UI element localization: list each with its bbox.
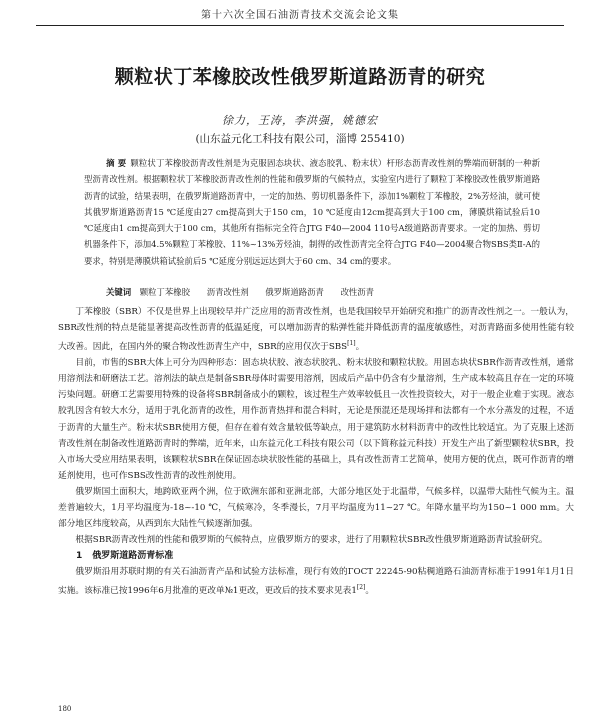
paragraph-text: 俄罗斯沿用苏联时期的有关石油沥青产品和试验方法标准，现行有效的ГОСТ 22245-90粘稠道路石油沥青标准于1991年1月1日实施。该标准已按1996年6月批准的更改单№1更改，更改后的技术要求见表1 xyxy=(58,567,574,597)
keywords-label: 关键词 xyxy=(106,287,132,297)
keyword: 俄罗斯道路沥青 xyxy=(265,287,324,297)
abstract-label: 摘 要 xyxy=(106,158,127,168)
running-head: 第十六次全国石油沥青技术交流会论文集 xyxy=(36,6,564,26)
keyword: 沥青改性剂 xyxy=(206,287,249,297)
keywords xyxy=(84,285,540,299)
section-number: 1 xyxy=(76,551,83,562)
paragraph: 目前，市售的SBR大体上可分为四种形态：固态块状胶、液态状胶乳、粉末状胶和颗粒状胶。用固态块状SBR作沥青改性剂，通常用溶剂法和研磨法工艺。溶剂法的缺点是制备SBR母体时需要用溶剂，因成后产品中仍含有少量溶剂，生产成本较高且存在一定的环境污染问题。研磨工艺需要用特殊的设备将SBR制备成小的颗粒，该过程生产效率较低且一次性投资较大，对于一般企业难于实现。液态胶乳因含有较大水分，适用于乳化沥青的改性，用作沥青热拌和混合料时，无论是预混还是现场拌和法都有一个水分蒸发的过程，不适于沥青的大量生产。粉末状SBR使用方便，但存在着有效含量较低等缺点，用于建筑防水材料沥青中的改性比较适宜。为了克服上述沥青改性剂在制备改性道路沥青时的弊端，近年来，山东益元化工科技有限公司（以下简称益元科技）开发生产出了新型颗粒状SBR，投入市场大受应用结果表明，该颗粒状SBR在保证固态块状胶性能的基础上，具有改性沥青工艺简单，使用方便的优点，既可作沥青的增延剂使用，也可作SBS改性沥青的改性剂使用。 xyxy=(58,358,574,481)
paper-title: 颗粒状丁苯橡胶改性俄罗斯道路沥青的研究 xyxy=(114,66,486,88)
paragraph-text: 丁苯橡胶（SBR）不仅是世界上出现较早并广泛应用的沥青改性剂，也是我国较早开始研究和推广的沥青改性剂之一。一般认为，SBR改性剂的特点是能显著提高改性沥青的低温延度，可以增加沥青的粘弹性能并降低沥青的温度敏感性，对沥青路面多使用性能有较大改善。因此，在国内外的聚合物改性沥青生产中，SBR的应用仅次于SBS xyxy=(58,307,574,353)
abstract xyxy=(84,155,540,269)
abstract-text: 颗粒状丁苯橡胶沥青改性剂是为克服固态块状、液态胶乳、粉末状）杆形态沥青改性剂的弊端而研制的一种新型沥青改性剂。根据颗粒状丁苯橡胶沥青改性剂的性能和俄罗斯的气候特点，实验室内进行了颗粒丁苯橡胶改性俄罗斯道路沥青的试验，结果表明，在俄罗斯道路沥青中，一定的加热、剪切机器条件下，添加1%颗粒丁苯橡胶，2%芳烃油，就可使其俄罗斯道路沥青15 ℃延度由27 cm提高到大于150 cm，10 ℃延度由12cm提高到大于100 cm，薄膜烘箱试验后10 ℃延度由1 cm提高到大于100 cm，其他所有指标完全符合JTG F40—2004 110号A级道路沥青要求。一定的加热、剪切机器条件下，添加4.5%颗粒丁苯橡胶、11%~13%芳烃油，制得的改性沥青完全符合JTG F40—2004聚合物SBS类Ⅱ-A的要求，特别是薄膜烘箱试验前后5 ℃延度分别远远达到大于60 cm、34 cm的要求。 xyxy=(84,158,540,266)
paragraph: 根据SBR沥青改性剂的性能和俄罗斯的气候特点，应俄罗斯方的要求，进行了用颗粒状SBR改性俄罗斯道路沥青试验研究。 xyxy=(75,535,548,546)
paragraph-end: 。 xyxy=(365,586,375,597)
citation: [1] xyxy=(347,340,356,348)
page-number: 180 xyxy=(58,705,72,713)
citation: [2] xyxy=(356,584,366,592)
keyword: 颗粒丁苯橡胶 xyxy=(139,287,191,297)
paragraph xyxy=(58,304,574,355)
paper-authors: 徐力，王涛，李洪强，姚德宏 xyxy=(222,114,378,127)
keyword: 改性沥青 xyxy=(340,287,375,297)
paragraph: 俄罗斯国土面积大，地跨欧亚两个洲，位于欧洲东部和亚洲北部，大部分地区处于北温带，气候多样，以温带大陆性气候为主。温差普遍较大，1月平均温度为-18~-10 ℃，气候寒冷，冬季漫长，7月平均温度为11~27 ℃。年降水量平均为150~1 000 mm。大部分地区纬度较高，从西到东大陆性气候逐渐加强。 xyxy=(58,486,574,530)
body-text xyxy=(58,304,574,599)
paper-affiliation: (山东益元化工科技有限公司，淄博 255410) xyxy=(195,133,405,145)
section-heading xyxy=(58,548,574,564)
paragraph-end: 。 xyxy=(355,342,365,353)
paragraph xyxy=(58,564,574,599)
section-title: 俄罗斯道路沥青标准 xyxy=(92,551,174,562)
